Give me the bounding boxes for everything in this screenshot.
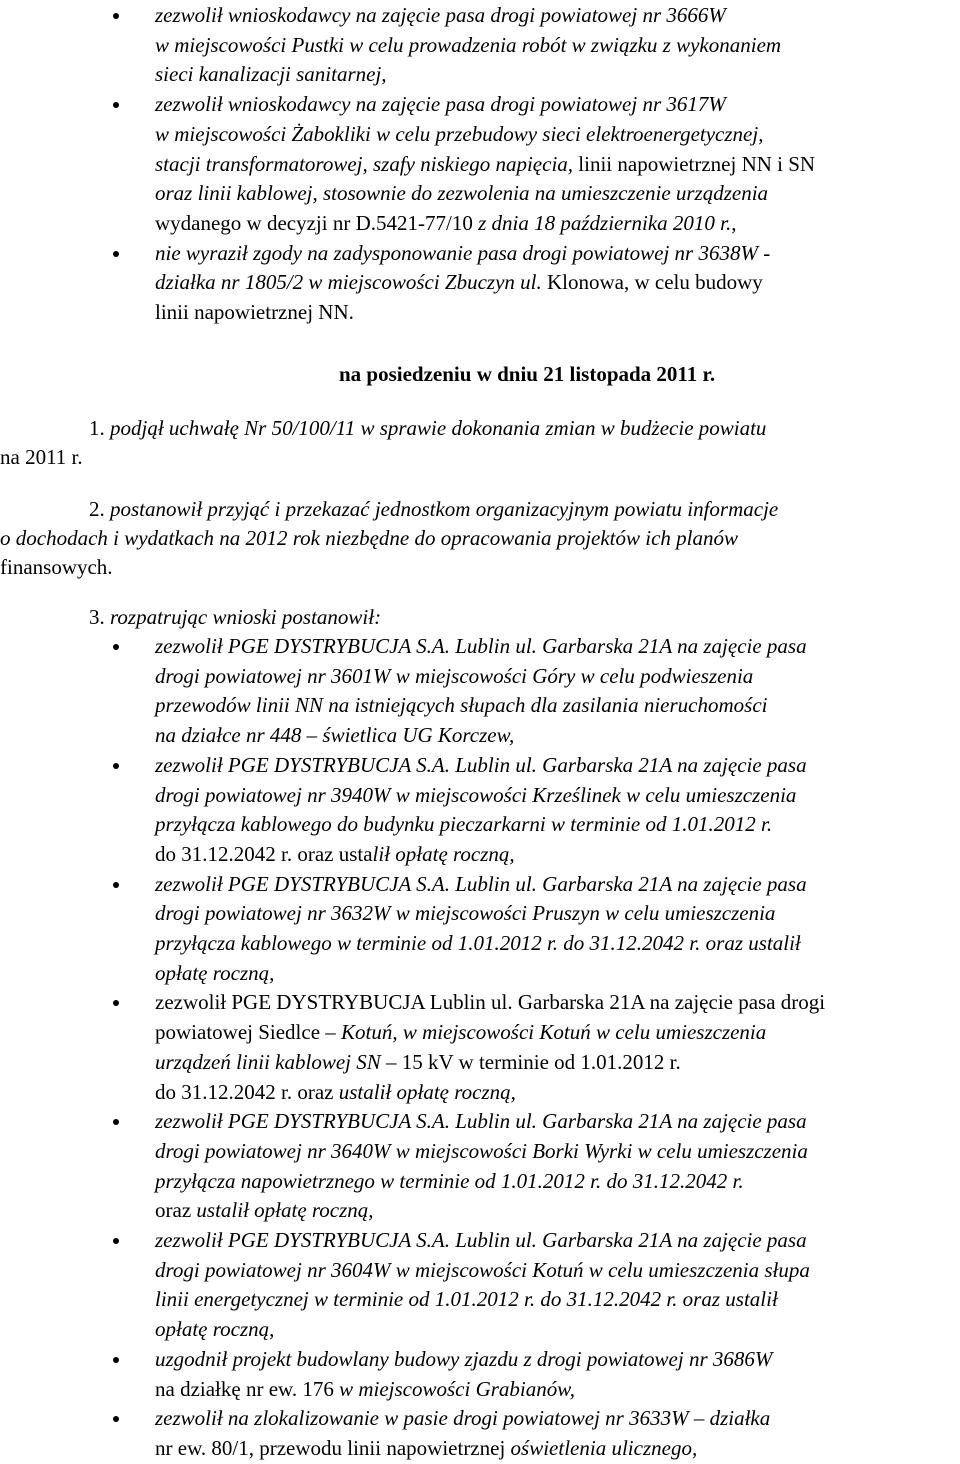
point-1-text: podjął uchwałę Nr 50/100/11 w sprawie dokonania zmian w budżecie powiatu — [110, 416, 767, 440]
bullet-icon — [113, 644, 119, 650]
bullet-icon — [113, 102, 119, 108]
list-item-text: zezwolił PGE DYSTRYBUCJA S.A. Lublin ul. Garbarska 21A na zajęcie pasa — [155, 1228, 807, 1252]
list-item-text: linii napowietrznej NN i SN — [578, 151, 816, 176]
point-1 — [89, 414, 766, 443]
list-item-text: ustalił opłatę roczną, — [196, 1198, 374, 1223]
list-item-line — [155, 60, 387, 89]
list-item-line — [155, 691, 767, 720]
list-item-line — [155, 90, 726, 119]
list-item-line — [155, 840, 515, 869]
list-item-text: zezwolił wnioskodawcy na zajęcie pasa drogi powiatowej nr 3666W — [155, 3, 726, 27]
list-item-text: zezwolił PGE DYSTRYBUCJA S.A. Lublin ul. Garbarska 21A na zajęcie pasa — [155, 634, 807, 658]
list-item-line — [155, 1018, 766, 1047]
list-item-line — [155, 1078, 516, 1107]
list-item-line — [155, 1285, 778, 1314]
list-item-line — [155, 959, 274, 988]
list-item-line — [155, 120, 763, 149]
list-item-text: oraz — [155, 1198, 197, 1223]
bullet-icon — [113, 1000, 119, 1006]
point-2-number: 2. — [89, 497, 105, 521]
list-item-text: Kotuń, w miejscowości Kotuń w celu umieszczenia — [341, 1020, 767, 1045]
list-item-line — [155, 268, 763, 297]
list-item-text: działka nr 1805/2 w miejscowości Zbuczyn ul. — [155, 270, 547, 295]
point-2 — [89, 495, 778, 524]
list-item-text: sieci kanalizacji sanitarnej, — [155, 62, 387, 87]
list-item-text: Klonowa, w celu budowy — [547, 270, 763, 295]
bullet-icon — [113, 882, 119, 888]
list-item-text: przyłącza kablowego do budynku pieczarkarni w terminie od 1.01.2012 r. — [155, 812, 773, 837]
list-item-text: na działkę nr ew. 176 — [155, 1376, 340, 1401]
bullet-icon — [113, 13, 119, 19]
list-item-line — [155, 662, 753, 691]
list-item-text: oświetlenia ulicznego, — [510, 1435, 698, 1460]
list-item-text: zezwolił wnioskodawcy na zajęcie pasa drogi powiatowej nr 3617W — [155, 92, 726, 117]
list-item-text: do 31.12.2042 r. oraz usta — [155, 841, 373, 866]
list-item-line — [155, 1048, 681, 1077]
list-item-text: zezwolił na zlokalizowanie w pasie drogi powiatowej nr 3633W – działka — [155, 1406, 771, 1431]
list-item-text: na działce nr 448 – świetlica UG Korczew, — [155, 723, 515, 748]
list-item-text: drogi powiatowej nr 3640W w miejscowości Borki Wyrki w celu umieszczenia — [155, 1138, 808, 1163]
point-2-text: postanowił przyjąć i przekazać jednostkom organizacyjnym powiatu informacje — [110, 497, 779, 521]
list-item-text: opłatę roczną, — [155, 1317, 275, 1342]
list-item-text: zezwolił PGE DYSTRYBUCJA S.A. Lublin ul. Garbarska 21A na zajęcie pasa — [155, 752, 807, 777]
bullet-icon — [113, 251, 119, 257]
list-item-line — [155, 1137, 808, 1166]
list-item-text: drogi powiatowej nr 3940W w miejscowości Krześlinek w celu umieszczenia — [155, 782, 797, 807]
list-item-line — [155, 1375, 575, 1404]
point-2-line-2: o dochodach i wydatkach na 2012 rok niezbędne do opracowania projektów ich planów — [0, 526, 739, 550]
point-3-text: rozpatrując wnioski postanowił: — [110, 605, 382, 629]
list-item-text: wydanego w decyzji nr D.5421-77/10 — [155, 210, 479, 235]
list-item-text: zezwolił PGE DYSTRYBUCJA S.A. Lublin ul. Garbarska 21A na zajęcie pasa — [155, 871, 807, 896]
list-item-text: nie wyraził zgody na zadysponowanie pasa drogi powiatowej nr 3638W - — [155, 240, 771, 265]
list-item-text: lił opłatę roczną, — [372, 841, 515, 866]
list-item-text: drogi powiatowej nr 3632W w miejscowości Pruszyn w celu umieszczenia — [155, 901, 776, 926]
list-item-text: uzgodnił projekt budowlany budowy zjazdu z drogi powiatowej nr 3686W — [155, 1346, 773, 1371]
list-item-text: przyłącza kablowego w terminie od 1.01.2012 r. do 31.12.2042 r. oraz ustalił — [155, 931, 801, 955]
bullet-icon — [113, 763, 119, 769]
list-item-text: w miejscowości Pustki w celu prowadzenia robót w związku z wykonaniem — [155, 32, 782, 57]
list-item-text: z dnia 18 października 2010 r. — [478, 210, 732, 235]
bullet-icon — [113, 1357, 119, 1363]
list-item-text: powiatowej Siedlce – — [155, 1020, 342, 1045]
list-item-line — [155, 988, 825, 1017]
list-item-line — [155, 870, 807, 899]
list-item-text: drogi powiatowej nr 3604W w miejscowości Kotuń w celu umieszczenia słupa — [155, 1257, 810, 1282]
point-3 — [89, 603, 381, 632]
list-item-text: przyłącza napowietrznego w terminie od 1.01.2012 r. do 31.12.2042 r. — [155, 1168, 744, 1193]
list-item-line — [155, 721, 514, 750]
list-item-line — [155, 1226, 807, 1255]
list-item-line — [155, 1196, 374, 1225]
list-item-text: do 31.12.2042 r. oraz — [155, 1079, 339, 1104]
list-item-line — [155, 1256, 810, 1285]
list-item-line — [155, 1315, 274, 1344]
list-item-text: przewodów linii NN na istniejących słupach dla zasilania nieruchomości — [155, 693, 768, 718]
list-item-text: linii napowietrznej NN. — [155, 300, 354, 324]
list-item-line — [155, 1167, 744, 1196]
list-item-line — [155, 209, 737, 238]
list-item-text: opłatę roczną, — [155, 960, 275, 985]
list-item-text: linii energetycznej w terminie od 1.01.2012 r. do 31.12.2042 r. oraz ustalił — [155, 1287, 778, 1312]
list-item-text: – 15 kV w terminie od 1.01.2012 r. — [380, 1049, 681, 1074]
list-item-line — [155, 632, 807, 661]
list-item-text: stacji transformatorowej, szafy niskiego napięcia, — [155, 151, 579, 176]
list-item-text: urządzeń linii kablowej SN — [155, 1049, 381, 1074]
list-item-line — [155, 1107, 807, 1136]
list-item-line — [155, 899, 775, 928]
list-item-text: w miejscowości Grabianów, — [339, 1376, 575, 1401]
list-item-line — [155, 1404, 770, 1433]
list-item-line — [155, 781, 796, 810]
point-1-number: 1. — [89, 416, 105, 440]
bullet-icon — [113, 1416, 119, 1422]
list-item-text: nr ew. 80/1, przewodu linii napowietrznej — [155, 1435, 511, 1460]
bullet-icon — [113, 1238, 119, 1244]
point-1-continuation: na 2011 r. — [0, 445, 83, 469]
list-item-text: , — [731, 210, 737, 235]
bullet-icon — [113, 1119, 119, 1125]
list-item-text: oraz linii kablowej, stosownie do zezwolenia na umieszczenie urządzenia — [155, 181, 769, 206]
list-item-line — [155, 31, 781, 60]
list-item-line — [155, 929, 801, 958]
list-item-line — [155, 1345, 772, 1374]
list-item-text: zezwolił PGE DYSTRYBUCJA S.A. Lublin ul. Garbarska 21A na zajęcie pasa — [155, 1109, 807, 1134]
list-item-line — [155, 179, 768, 208]
list-item-text: zezwolił PGE DYSTRYBUCJA Lublin ul. Garbarska 21A na zajęcie pasa drogi — [155, 990, 826, 1015]
list-item-text: w miejscowości Żabokliki w celu przebudowy sieci elektroenergetycznej, — [155, 121, 764, 146]
point-2-line-3: finansowych. — [0, 555, 113, 579]
list-item-line — [155, 298, 354, 327]
list-item-line — [155, 810, 772, 839]
list-item-line — [155, 239, 770, 268]
list-item-line — [155, 150, 815, 179]
point-3-number: 3. — [89, 605, 105, 629]
session-heading: na posiedzeniu w dniu 21 listopada 2011 r. — [339, 362, 716, 386]
list-item-line — [155, 1, 726, 30]
list-item-text: ustalił opłatę roczną, — [338, 1079, 516, 1104]
list-item-line — [155, 1434, 697, 1463]
list-item-line — [155, 751, 807, 780]
list-item-text: drogi powiatowej nr 3601W w miejscowości Góry w celu podwieszenia — [155, 663, 754, 688]
